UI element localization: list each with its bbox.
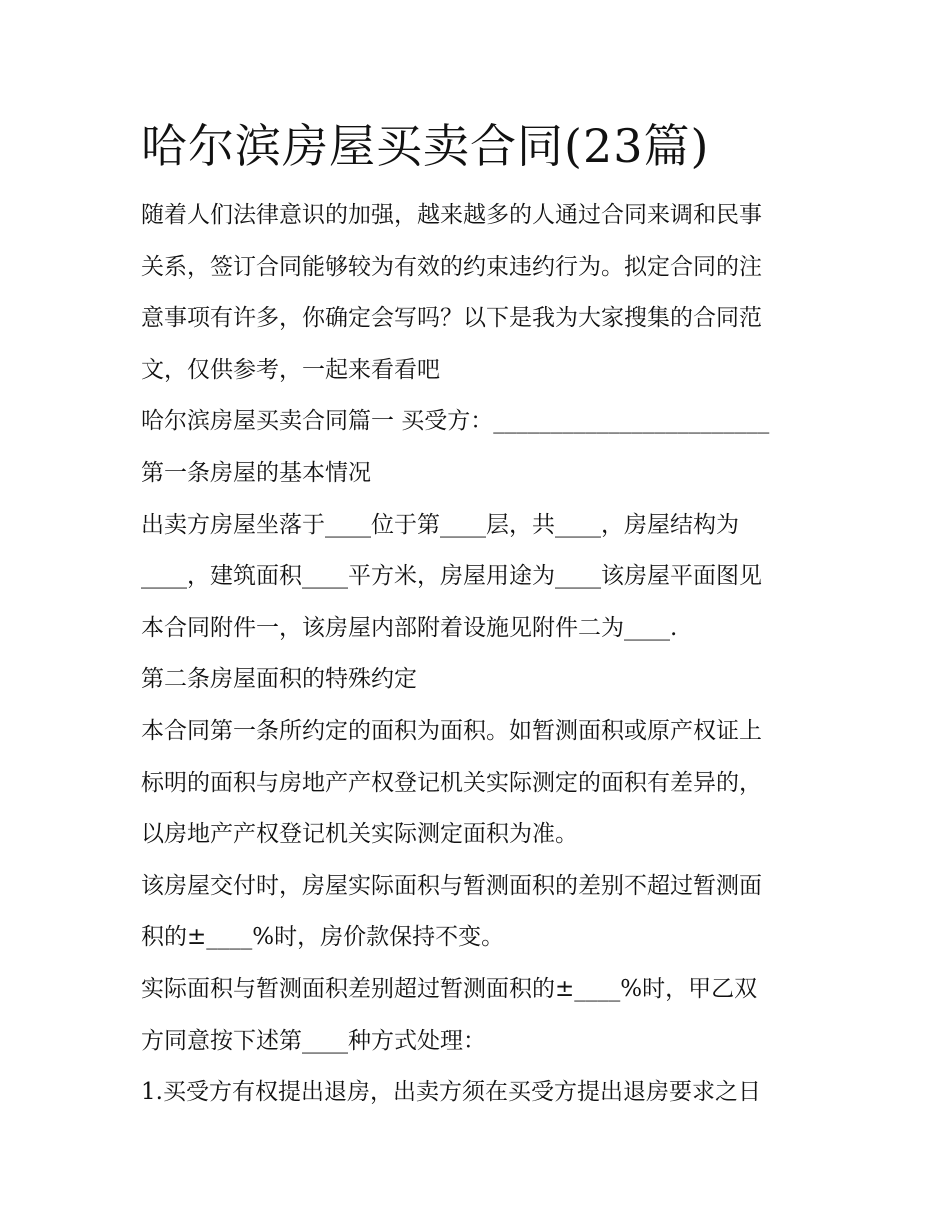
document-page xyxy=(141,110,821,1119)
body-line: 以房地产产权登记机关实际测定面积为准。 xyxy=(141,821,578,848)
body-line: 该房屋交付时，房屋实际面积与暂测面积的差别不超过暂测面 xyxy=(141,872,762,899)
body-line: 关系，签订合同能够较为有效的约束违约行为。拟定合同的注 xyxy=(141,253,762,280)
article-heading: 第一条房屋的基本情况 xyxy=(141,459,371,486)
body-line: 标明的面积与房地产产权登记机关实际测定的面积有差异的， xyxy=(141,769,762,796)
body-line: ____，建筑面积____平方米，房屋用途为____该房屋平面图见 xyxy=(141,563,762,590)
body-line: 出卖方房屋坐落于____位于第____层，共____，房屋结构为 xyxy=(141,511,739,538)
body-line: 随着人们法律意识的加强，越来越多的人通过合同来调和民事 xyxy=(141,202,762,228)
body-line: 本合同第一条所约定的面积为面积。如暂测面积或原产权证上 xyxy=(141,717,762,744)
body-line: 文，仅供参考，一起来看看吧 xyxy=(141,356,440,383)
body-line: 本合同附件一，该房屋内部附着设施见附件二为____. xyxy=(141,614,678,641)
body-line: 方同意按下述第____种方式处理： xyxy=(141,1027,486,1054)
body-line: 意事项有许多，你确定会写吗？以下是我为大家搜集的合同范 xyxy=(141,305,762,332)
body-line: 积的±____%时，房价款保持不变。 xyxy=(141,924,505,951)
contract-heading-line: 哈尔滨房屋买卖合同篇一 买受方：________________________ xyxy=(141,408,770,435)
article-heading: 第二条房屋面积的特殊约定 xyxy=(141,666,417,693)
document-title: 哈尔滨房屋买卖合同(23篇) xyxy=(141,119,710,173)
body-line: 实际面积与暂测面积差别超过暂测面积的±____%时，甲乙双 xyxy=(141,975,758,1002)
list-item-line: 1.买受方有权提出退房，出卖方须在买受方提出退房要求之日 xyxy=(141,1079,761,1106)
